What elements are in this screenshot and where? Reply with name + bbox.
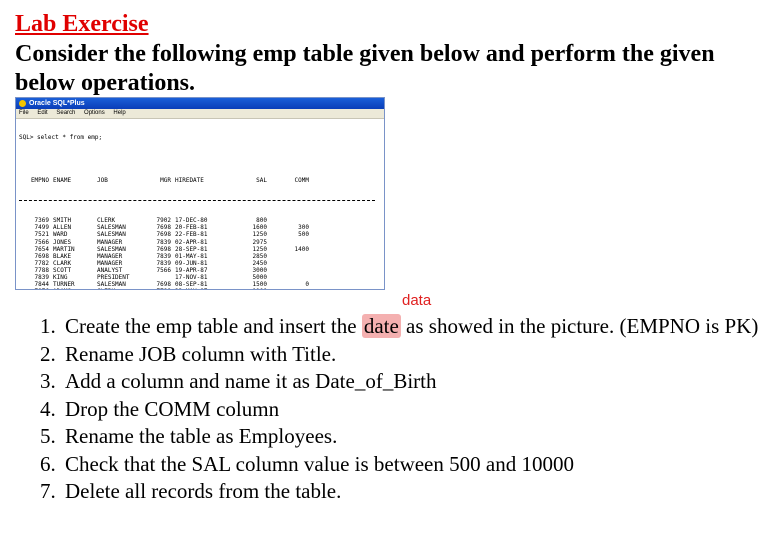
- window-title: Oracle SQL*Plus: [29, 100, 85, 107]
- cell-empno: 7698: [34, 252, 49, 260]
- cell-job: SALESMAN: [97, 245, 126, 253]
- task-item: [40, 341, 758, 369]
- menu-help[interactable]: Help: [113, 110, 126, 116]
- cell-ename: KING: [53, 273, 68, 281]
- hover-tooltip: data: [402, 292, 432, 309]
- window-titlebar: [16, 98, 384, 109]
- cell-hiredate: 19-APR-87: [175, 266, 208, 274]
- menu-options[interactable]: Options: [84, 110, 105, 116]
- cell-hiredate: [171, 288, 227, 290]
- table-row: [19, 231, 381, 238]
- cell-comm: 500: [298, 231, 309, 239]
- task-number: 1.: [40, 314, 56, 338]
- table-row: [19, 288, 381, 290]
- cell-hiredate: 01-MAY-81: [175, 252, 208, 260]
- cell-sal: 2975: [252, 238, 267, 246]
- cell-sal: 1250: [252, 245, 267, 253]
- cell-mgr: 7698: [156, 224, 171, 232]
- cell-sal: 1500: [252, 281, 267, 289]
- task-number: 4.: [40, 396, 56, 421]
- table-row: [19, 267, 381, 274]
- task-number: 7.: [40, 479, 56, 503]
- intro-text: Consider the following emp table given below and perform the given below operations.: [15, 41, 715, 96]
- cell-hiredate: 22-FEB-81: [175, 231, 208, 239]
- cell-comm: [267, 288, 309, 290]
- cell-job: SALESMAN: [97, 231, 126, 239]
- cell-empno: [19, 288, 49, 290]
- cell-ename: MARTIN: [53, 245, 75, 253]
- cell-job: SALESMAN: [97, 281, 126, 289]
- menu-bar: [16, 109, 384, 119]
- task-item: [40, 368, 758, 396]
- table-row: [19, 253, 381, 260]
- cell-ename: TURNER: [53, 281, 75, 289]
- cell-job: [97, 288, 149, 290]
- cell-job: MANAGER: [97, 252, 123, 260]
- cell-sal: 800: [256, 217, 267, 225]
- task-item: [40, 313, 759, 341]
- cell-job: MANAGER: [97, 238, 123, 246]
- cell-ename: CLARK: [53, 259, 72, 267]
- cell-ename: WARD: [53, 231, 68, 239]
- cell-empno: 7788: [34, 266, 49, 274]
- cell-sal: 1600: [252, 224, 267, 232]
- sqlplus-window: [15, 97, 385, 290]
- col-hiredate: HIREDATE: [175, 176, 204, 184]
- task-text: Rename JOB column with Title.: [65, 341, 337, 366]
- cell-empno: 7654: [34, 245, 49, 253]
- cell-job: SALESMAN: [97, 224, 126, 232]
- cell-job: MANAGER: [97, 259, 123, 267]
- task-text: Add a column and name it as Date_of_Birth: [65, 369, 437, 393]
- cell-empno: 7844: [34, 281, 49, 289]
- result-rows: [19, 217, 381, 290]
- cell-comm: 1400: [294, 245, 309, 253]
- sql-console[interactable]: [16, 119, 384, 290]
- cell-mgr: 7839: [156, 238, 171, 246]
- task-list: [40, 313, 758, 506]
- cell-ename: [49, 288, 97, 290]
- task-text: Rename the table as Employees.: [65, 424, 338, 448]
- cell-ename: BLAKE: [53, 252, 72, 260]
- task-text: Drop the COMM column: [65, 396, 280, 421]
- cell-mgr: 7698: [156, 245, 171, 253]
- table-row: [19, 224, 381, 231]
- cell-empno: 7369: [34, 217, 49, 225]
- task-number: 3.: [40, 369, 56, 393]
- header-underline: [19, 200, 375, 201]
- cell-sal: 1250: [252, 231, 267, 239]
- cell-empno: 7566: [34, 238, 49, 246]
- cell-sal: 3000: [252, 266, 267, 274]
- table-row: [19, 260, 381, 267]
- cell-mgr: 7839: [156, 259, 171, 267]
- cell-ename: SCOTT: [53, 266, 72, 274]
- cell-empno: 7839: [34, 273, 49, 281]
- menu-edit[interactable]: Edit: [37, 110, 48, 116]
- cell-empno: 7782: [34, 259, 49, 267]
- task-item: [40, 396, 758, 424]
- cell-empno: 7499: [34, 224, 49, 232]
- cell-mgr: 7566: [156, 266, 171, 274]
- task-item: [40, 423, 758, 451]
- col-empno: EMPNO: [30, 176, 49, 184]
- cell-hiredate: 08-SEP-81: [175, 281, 208, 289]
- cell-hiredate: 17-NOV-81: [175, 273, 208, 281]
- cell-mgr: 7698: [156, 231, 171, 239]
- cell-sal: 5000: [252, 273, 267, 281]
- col-comm: COMM: [294, 176, 309, 184]
- task-number: 6.: [40, 451, 56, 476]
- highlighted-word: date: [363, 314, 399, 338]
- cell-comm: 0: [305, 281, 309, 289]
- task-text: Delete all records from the table.: [65, 479, 342, 503]
- cell-comm: [267, 260, 309, 267]
- cell-job: ANALYST: [97, 266, 123, 274]
- table-row: [19, 239, 381, 246]
- cell-mgr: [149, 288, 171, 290]
- oracle-app-icon: [19, 100, 26, 107]
- cell-comm: [267, 217, 309, 224]
- task-number: 5.: [40, 424, 56, 448]
- cell-hiredate: 17-DEC-80: [175, 217, 208, 225]
- cell-comm: [267, 274, 309, 281]
- menu-file[interactable]: File: [19, 110, 29, 116]
- table-row: [19, 217, 381, 224]
- col-mgr: MGR: [160, 176, 171, 184]
- cell-comm: [267, 267, 309, 274]
- cell-sal: 2850: [252, 252, 267, 260]
- cell-comm: 300: [298, 224, 309, 232]
- cell-mgr: 7839: [156, 252, 171, 260]
- menu-search[interactable]: Search: [56, 110, 76, 116]
- result-header: [19, 177, 381, 184]
- cell-ename: JONES: [53, 238, 72, 246]
- col-ename: ENAME: [53, 176, 72, 184]
- cell-sal: 2450: [252, 259, 267, 267]
- cell-job: PRESIDENT: [97, 273, 130, 281]
- task-text: Check that the SAL column value is between 500 and 10000: [65, 451, 574, 476]
- cell-empno: 7521: [34, 231, 49, 239]
- col-sal: SAL: [256, 176, 267, 184]
- cell-hiredate: 09-JUN-81: [175, 259, 208, 267]
- task-item: [40, 478, 758, 506]
- table-row: [19, 274, 381, 281]
- cell-hiredate: 02-APR-81: [175, 238, 208, 246]
- cell-job: CLERK: [97, 217, 116, 225]
- task-number: 2.: [40, 341, 56, 366]
- cell-hiredate: 20-FEB-81: [175, 224, 208, 232]
- cell-comm: [267, 239, 309, 246]
- task-text: as showed in the picture. (EMPNO is PK): [400, 314, 759, 338]
- cell-ename: SMITH: [53, 217, 72, 225]
- cell-mgr: 7902: [156, 217, 171, 225]
- table-row: [19, 246, 381, 253]
- cell-hiredate: 28-SEP-81: [175, 245, 208, 253]
- sql-command: SQL> select * from emp;: [19, 134, 103, 142]
- task-item: [40, 451, 758, 479]
- cell-mgr: [149, 274, 171, 281]
- table-row: [19, 281, 381, 288]
- col-job: JOB: [97, 176, 108, 184]
- cell-mgr: 7698: [156, 281, 171, 289]
- cell-sal: [227, 288, 267, 290]
- cell-ename: ALLEN: [53, 224, 72, 232]
- task-text: Create the emp table and insert the: [65, 314, 362, 338]
- lab-heading: Lab Exercise: [15, 11, 149, 37]
- cell-comm: [267, 253, 309, 260]
